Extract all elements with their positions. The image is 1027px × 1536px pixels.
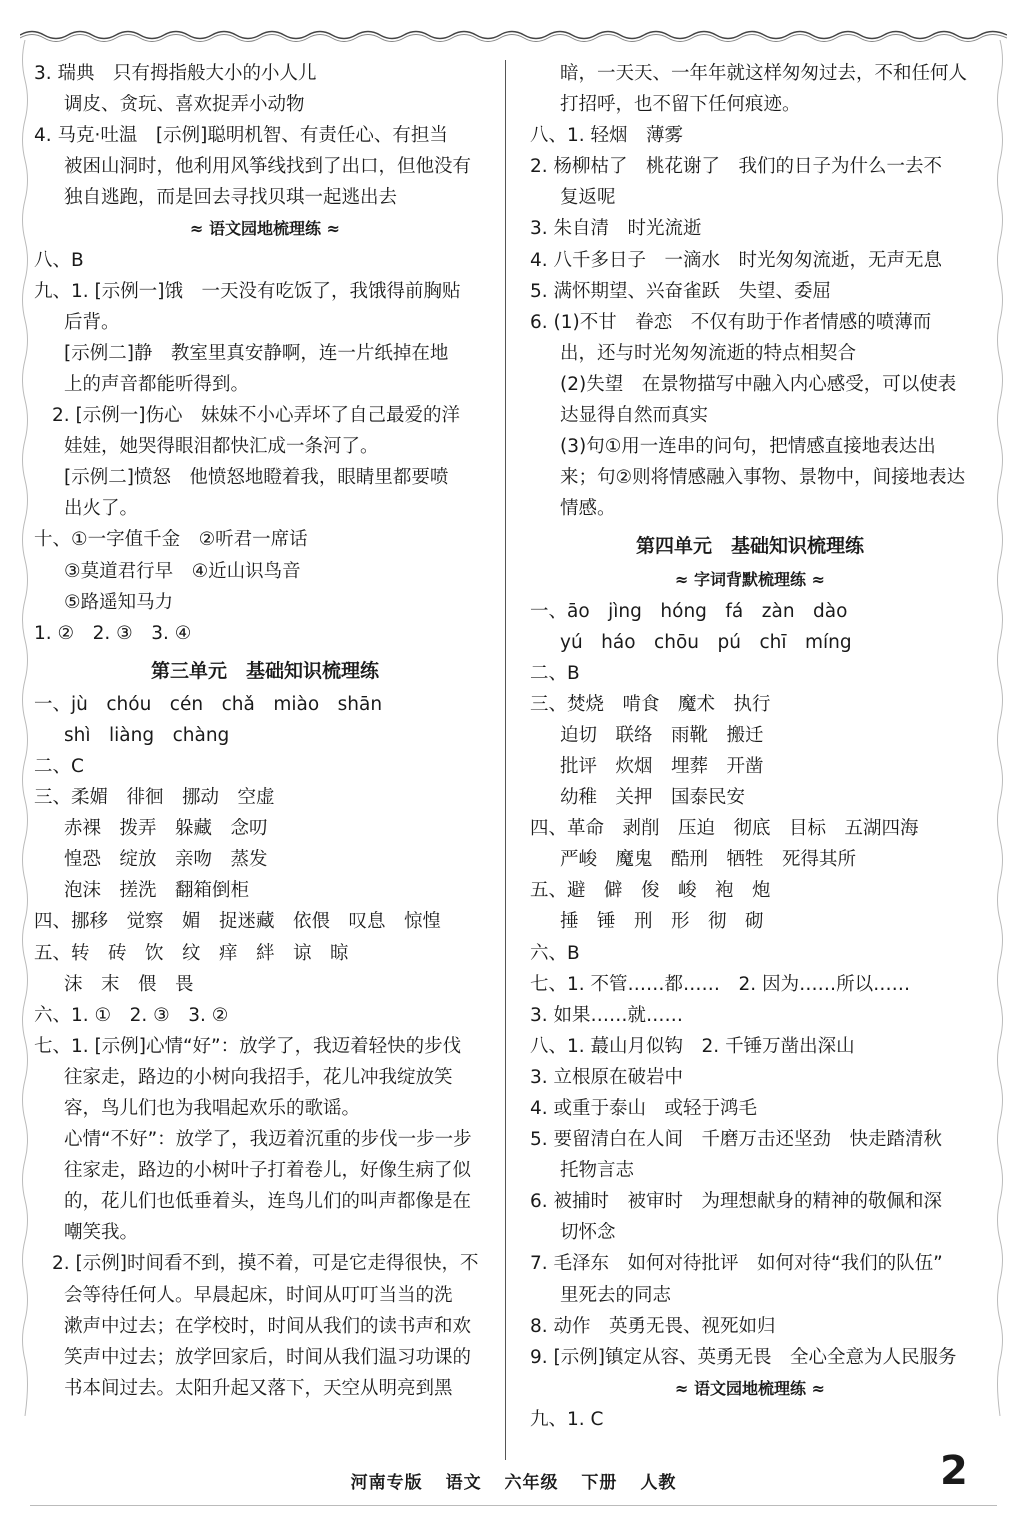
answer-line: 八、B [34,249,84,271]
answer-line: ⑤路遥知马力 [64,591,174,613]
answer-line: 来；句②则将情感融入事物、景物中，间接地表达 [560,467,966,489]
answer-line: 容，鸟儿们也为我唱起欢乐的歌谣。 [64,1098,361,1119]
answer-line: 2. 杨柳枯了 桃花谢了 我们的日子为什么一去不 [530,156,943,178]
answer-line: 沫 末 偎 畏 [64,973,194,995]
answer-line: 五、避 僻 俊 峻 袍 炮 [530,880,771,902]
footer-subject: 语文 [445,1473,482,1493]
answer-line: 3. 朱自清 时光流逝 [530,218,702,240]
answer-line: 捶 锤 刑 形 彻 砌 [560,911,764,933]
answer-line: 里死去的同志 [560,1284,672,1306]
answer-line: 七、1. [示例]心情“好”：放学了，我迈着轻快的步伐 [34,1035,462,1057]
answer-line: 往家走，路边的小树向我招手，花儿冲我绽放笑 [64,1066,453,1088]
footer-edition: 河南专版 [350,1473,423,1493]
answer-line: 6. (1)不甘 眷恋 不仅有助于作者情感的喷薄而 [530,311,932,333]
answer-line: 托物言志 [560,1160,635,1182]
answer-line: 4. 或重于泰山 或轻于鸿毛 [530,1098,758,1119]
unit-section-title: 第三单元 基础知识梳理练 [150,659,379,682]
answer-line: 娃娃，她哭得眼泪都快汇成一条河了。 [64,436,379,458]
answer-line: 4. 马克·吐温 [示例]聪明机智、有责任心、有担当 [34,125,448,147]
answer-line: 3. 立根原在破岩中 [530,1066,684,1088]
answer-line: 心情“不好”：放学了，我迈着沉重的步伐一步一步 [64,1129,472,1151]
answer-line: 2. [示例]时间看不到，摸不着，可是它走得很快，不 [52,1253,479,1275]
answer-line: 切怀念 [560,1222,616,1244]
answer-line: 8. 动作 英勇无畏、视死如归 [530,1315,776,1337]
answer-line: 上的声音都能听得到。 [64,373,250,395]
answer-line: 五、转 砖 饮 纹 痒 絆 谅 晾 [34,942,349,964]
answer-line: 嘲笑我。 [64,1222,139,1244]
answer-line: 漱声中过去；在学校时，时间从我们的读书声和欢 [64,1315,472,1337]
answer-line: 幼稚 关押 国泰民安 [560,787,746,809]
answer-line: (3)句①用一连串的问句，把情感直接地表达出 [560,436,936,458]
answer-line: 暗，一天天、一年年就这样匆匆过去，不和任何人 [560,63,968,84]
practice-subtitle: ≈ 字词背默梳理练 ≈ [675,570,825,590]
answer-line: 七、1. 不管……都…… 2. 因为……所以…… [530,973,911,995]
answer-line: 八、1. 轻烟 薄雾 [530,125,684,147]
answer-line: 赤裸 拨弄 躲藏 念叨 [64,818,268,840]
footer-publisher: 人教 [640,1473,677,1493]
answer-line: 四、革命 剥削 压迫 彻底 目标 五湖四海 [530,818,919,840]
answer-line: 出，还与时光匆匆流逝的特点相契合 [560,342,857,364]
left-answer-column [34,58,496,1404]
page-footer [0,1468,1027,1493]
answer-line: 后背。 [64,311,120,333]
answer-line: 独自逃跑，而是回去寻找贝琪一起逃出去 [64,187,398,209]
answer-line: 笑声中过去；放学回家后，时间从我们温习功课的 [64,1346,472,1368]
answer-line: 六、1. ① 2. ③ 3. ② [34,1004,229,1026]
footer-rule [30,1505,997,1506]
answer-line: 复返呢 [560,187,616,209]
answer-line: [示例二]静 教室里真安静啊，连一片纸掉在地 [64,342,449,364]
answer-line: yú háo chōu pú chī míng [560,631,852,653]
answer-line: [示例二]愤怒 他愤怒地瞪着我，眼睛里都要喷 [64,467,449,489]
answer-line: 4. 八千多日子 一滴水 时光匆匆流逝，无声无息 [530,249,943,271]
answer-line: 1. ② 2. ③ 3. ④ [34,622,192,644]
answer-line: 被困山洞时，他利用风筝线找到了出口，但他没有 [64,156,472,178]
answer-line: 会等待任何人。早晨起床，时间从叮叮当当的洗 [64,1284,453,1306]
answer-line: 二、B [530,662,580,684]
answer-line: 达显得自然而真实 [560,405,709,427]
answer-line: 十、①一字值千金 ②听君一席话 [34,529,308,551]
answer-line: 六、B [530,942,580,964]
answer-line: 一、āo jìng hóng fá zàn dào [530,600,848,622]
answer-line: 九、1. [示例一]饿 一天没有吃饭了，我饿得前胸贴 [34,280,461,302]
answer-line: (2)失望 在景物描写中融入内心感受，可以使表 [560,373,957,395]
answer-line: 严峻 魔鬼 酷刑 牺牲 死得其所 [560,849,857,871]
footer-volume: 下册 [581,1473,618,1493]
answer-line: 5. 要留清白在人间 千磨万击还坚劲 快走踏清秋 [530,1129,943,1151]
answer-line: 9. [示例]镇定从容、英勇无畏 全心全意为人民服务 [530,1346,957,1368]
answer-line: 八、1. 蕞山月似钩 2. 千锤万凿出深山 [530,1035,855,1057]
answer-line: 往家走，路边的小树叶子打着卷儿，好像生病了似 [64,1160,472,1182]
answer-line: 3. 如果……就…… [530,1004,684,1026]
left-wave-border [20,40,30,1416]
answer-line: 的，花儿们也低垂着头，连鸟儿们的叫声都像是在 [64,1191,472,1213]
answer-line: ③莫道君行早 ④近山识鸟音 [64,560,301,582]
answer-line: 惶恐 绽放 亲吻 蒸发 [64,849,268,871]
answer-line: 九、1. C [530,1408,604,1430]
unit-section-title: 第四单元 基础知识梳理练 [635,535,864,558]
answer-line: 5. 满怀期望、兴奋雀跃 失望、委屈 [530,280,832,302]
decorative-wave-border [20,28,1007,42]
answer-line: 三、焚烧 啃食 魔术 执行 [530,693,771,715]
answer-line: 7. 毛泽东 如何对待批评 如何对待“我们的队伍” [530,1253,943,1275]
practice-subtitle: ≈ 语文园地梳理练 ≈ [190,219,340,239]
column-divider [505,60,506,1460]
answer-line: 批评 炊烟 埋葬 开凿 [560,755,764,777]
answer-line: 3. 瑞典 只有拇指般大小的小人儿 [34,63,317,84]
right-wave-border [995,40,1005,1416]
answer-line: 6. 被捕时 被审时 为理想献身的精神的敬佩和深 [530,1191,943,1213]
footer-grade: 六年级 [504,1473,559,1493]
answer-line: 四、挪移 觉察 媚 捉迷藏 依偎 叹息 惊惶 [34,911,442,933]
answer-line: 出火了。 [64,498,139,520]
answer-line: 调皮、贪玩、喜欢捉弄小动物 [64,94,305,116]
answer-line: 二、C [34,755,84,777]
answer-line: 打招呼，也不留下任何痕迹。 [560,94,801,116]
answer-line: 三、柔媚 徘徊 挪动 空虚 [34,787,275,809]
practice-subtitle: ≈ 语文园地梳理练 ≈ [675,1378,825,1398]
answer-line: 情感。 [560,498,616,520]
answer-line: 迫切 联络 雨靴 搬迁 [560,724,764,746]
answer-line: 泡沫 搓洗 翻箱倒柜 [64,880,250,902]
page-number: 2 [940,1448,968,1494]
answer-line: 一、jù chóu cén chǎ miào shān [34,693,383,715]
answer-line: shì liàng chàng [64,724,230,746]
answer-line: 书本间过去。太阳升起又落下，天空从明亮到黑 [64,1377,453,1399]
right-answer-column [530,58,970,1435]
answer-line: 2. [示例一]伤心 妹妹不小心弄坏了自己最爱的洋 [52,405,460,427]
